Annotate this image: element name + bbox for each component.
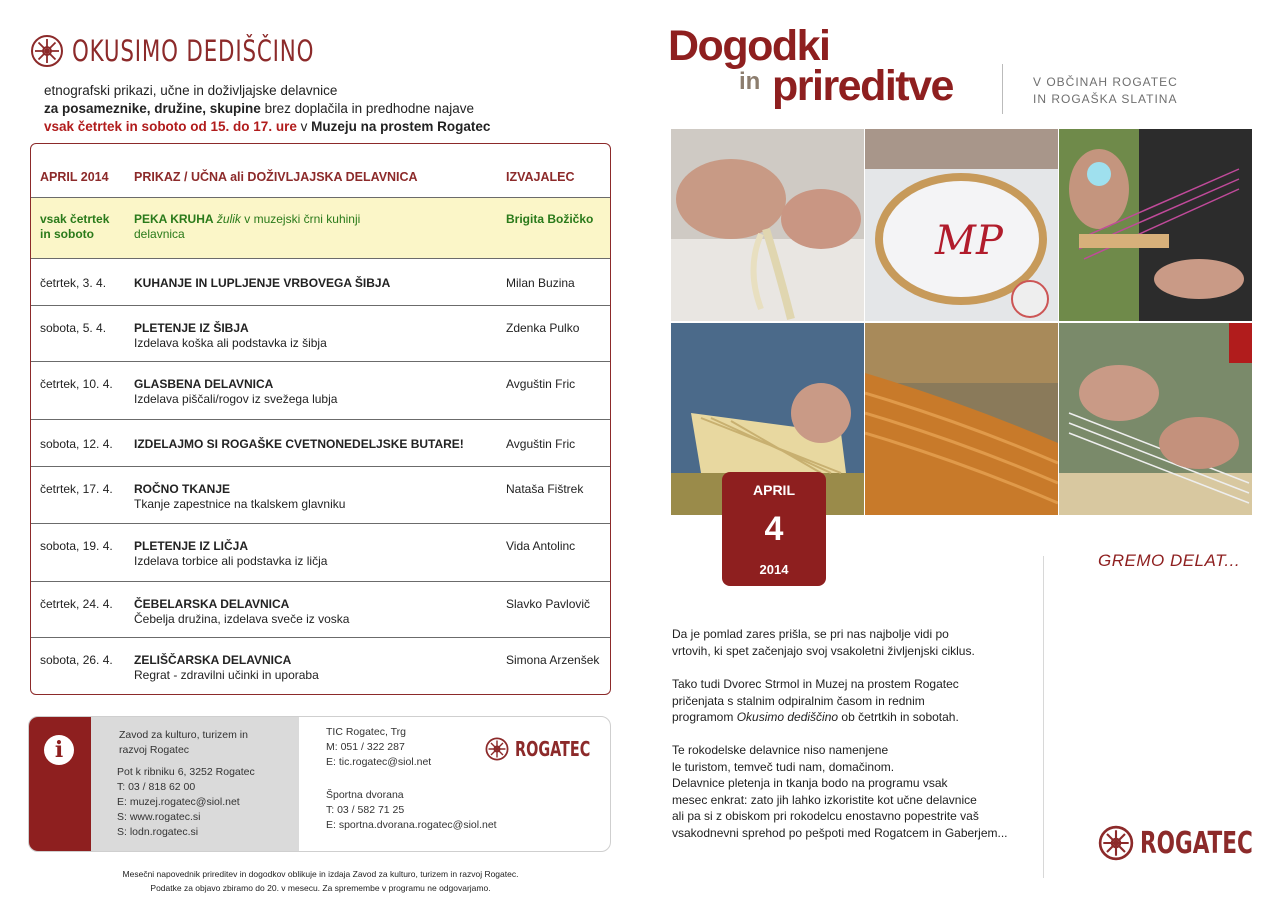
- ornament-logo-icon: [1098, 825, 1134, 861]
- table-row: [31, 581, 610, 637]
- row-title: ZELIŠČARSKA DELAVNICA Regrat - zdravilni učinki in uporaba: [134, 653, 319, 682]
- table-header: [31, 144, 610, 197]
- title-prireditve: prireditve: [772, 62, 953, 110]
- table-row-highlight: [31, 197, 610, 258]
- contact-box: [28, 716, 611, 852]
- row-title: PEKA KRUHA žulik v muzejski črni kuhinji delavnica: [134, 212, 361, 241]
- row-title: PLETENJE IZ ŠIBJA Izdelava koška ali podstavka iz šibja: [134, 321, 327, 350]
- row-performer: Avguštin Fric: [506, 437, 576, 451]
- badge-year: 2014: [759, 562, 789, 577]
- ornament-logo-icon: [485, 737, 509, 761]
- table-row: [31, 523, 610, 581]
- row-performer: Zdenka Pulko: [506, 321, 580, 335]
- row-performer: Slavko Pavlovič: [506, 597, 591, 611]
- row-date: četrtek, 10. 4.: [40, 377, 113, 391]
- table-row: [31, 258, 610, 305]
- photo-weaving: [1059, 129, 1252, 321]
- row-title: GLASBENA DELAVNICA Izdelava piščali/rogov iz svežega lubja: [134, 377, 338, 406]
- row-title: ROČNO TKANJE Tkanje zapestnice na tkalskem glavniku: [134, 482, 346, 511]
- table-row: [31, 305, 610, 361]
- header-month: APRIL 2014: [40, 170, 109, 184]
- org-contacts: Pot k ribniku 6, 3252 Rogatec T: 03 / 818 62 00 E: muzej.rogatec@siol.net S: www.rogatec.si S: lodn.rogatec.si: [117, 766, 255, 838]
- table-row: [31, 419, 610, 466]
- info-red-panel: [29, 717, 91, 852]
- row-date: sobota, 12. 4.: [40, 437, 113, 451]
- rogatec-logo: ROGATEC: [1098, 825, 1281, 861]
- org-name: Zavod za kulturo, turizem in razvoj Rogatec: [119, 729, 248, 756]
- row-date: sobota, 5. 4.: [40, 321, 107, 335]
- footnote: Mesečni napovednik prireditev in dogodkov oblikuje in izdaja Zavod za kulturo, turizem in razvoj Rogatec. Podatke za objavo zbiramo do 20. v mesecu. Za spremembe v programu ne odgovarjamo.: [122, 869, 519, 893]
- svg-text:MP: MP: [935, 218, 1003, 264]
- photo-loom: [1059, 323, 1252, 515]
- row-date: vsak četrtek in soboto: [40, 212, 110, 241]
- rogatec-logo-small: ROGATEC: [485, 737, 609, 761]
- events-table: [30, 143, 611, 695]
- row-title: PLETENJE IZ LIČJA Izdelava torbice ali podstavka iz ličja: [134, 539, 328, 568]
- row-performer: Simona Arzenšek: [506, 653, 600, 667]
- title-in: in: [739, 68, 761, 95]
- intro-text: [44, 82, 490, 136]
- row-date: četrtek, 17. 4.: [40, 482, 113, 496]
- row-performer: Milan Buzina: [506, 276, 575, 290]
- title-subtitle: V OBČINAH ROGATEC IN ROGAŠKA SLATINA: [1033, 75, 1178, 106]
- table-row: [31, 466, 610, 523]
- paragraph-2: Tako tudi Dvorec Strmol in Muzej na prostem Rogatec pričenjata s stalnim odpiralnim časom in rednim programom Okusimo dediščino ob četrtkih in sobotah.: [672, 677, 959, 725]
- row-title: ČEBELARSKA DELAVNICA Čebelja družina, izdelava sveče iz voska: [134, 597, 350, 626]
- tic-contacts: TIC Rogatec, Trg M: 051 / 322 287 E: tic.rogatec@siol.net: [326, 726, 432, 768]
- photo-willow: [865, 323, 1058, 515]
- row-date: četrtek, 3. 4.: [40, 276, 107, 290]
- row-date: sobota, 19. 4.: [40, 539, 113, 553]
- row-date: sobota, 26. 4.: [40, 653, 113, 667]
- paragraph-1: Da je pomlad zares prišla, se pri nas najbolje vidi po vrtovih, ki spet začenjajo svoj vsakoletni življenjski ciklus.: [672, 627, 975, 658]
- ornament-logo-icon: [30, 34, 64, 68]
- row-performer: Brigita Božičko: [506, 212, 594, 226]
- info-icon: i: [44, 735, 74, 765]
- intro-line-2: za posameznike, družine, skupine brez doplačila in predhodne najave: [44, 101, 474, 116]
- date-badge: [722, 472, 826, 586]
- title-dogodki: Dogodki: [668, 22, 830, 70]
- header-performer: IZVAJALEC: [506, 170, 575, 184]
- header-event: PRIKAZ / UČNA ali DOŽIVLJAJSKA DELAVNICA: [134, 170, 418, 184]
- photo-embroidery: [865, 129, 1058, 321]
- row-performer: Avguštin Fric: [506, 377, 576, 391]
- title-separator: [1002, 64, 1003, 114]
- table-row: [31, 637, 610, 695]
- gremo-heading: GREMO DELAT...: [1098, 551, 1241, 570]
- row-performer: Nataša Fištrek: [506, 482, 584, 496]
- badge-number: 4: [764, 510, 784, 548]
- vertical-divider: [1043, 556, 1044, 878]
- photo-hands-rope: [671, 129, 864, 321]
- badge-month: APRIL: [753, 482, 795, 498]
- sport-contacts: Športna dvorana T: 03 / 582 71 25 E: sportna.dvorana.rogatec@siol.net: [326, 789, 497, 831]
- intro-line-3: vsak četrtek in soboto od 15. do 17. ure v Muzeju na prostem Rogatec: [44, 119, 491, 134]
- row-title: KUHANJE IN LUPLJENJE VRBOVEGA ŠIBJA: [134, 276, 391, 290]
- okusimo-brand: [30, 34, 367, 68]
- row-date: četrtek, 24. 4.: [40, 597, 113, 611]
- table-row: [31, 361, 610, 419]
- row-title: IZDELAJMO SI ROGAŠKE CVETNONEDELJSKE BUTARE!: [134, 437, 464, 451]
- paragraph-3: Te rokodelske delavnice niso namenjene le turistom, temveč tudi nam, domačinom. Delavnice pletenja in tkanja bodo na programu vsak mesec enkrat: zato jih lahko izkoristite kot učne delavnice ali pa si z obiskom pri rokodelcu enostavno popestrite vaš vsakodnevni sprehod po pešpoti med Rogatcem in Gaberjem...: [672, 743, 1008, 840]
- intro-line-1: etnografski prikazi, učne in doživljajske delavnice: [44, 83, 338, 98]
- brand-title: OKUSIMO DEDIŠČINO: [72, 34, 315, 68]
- row-performer: Vida Antolinc: [506, 539, 576, 553]
